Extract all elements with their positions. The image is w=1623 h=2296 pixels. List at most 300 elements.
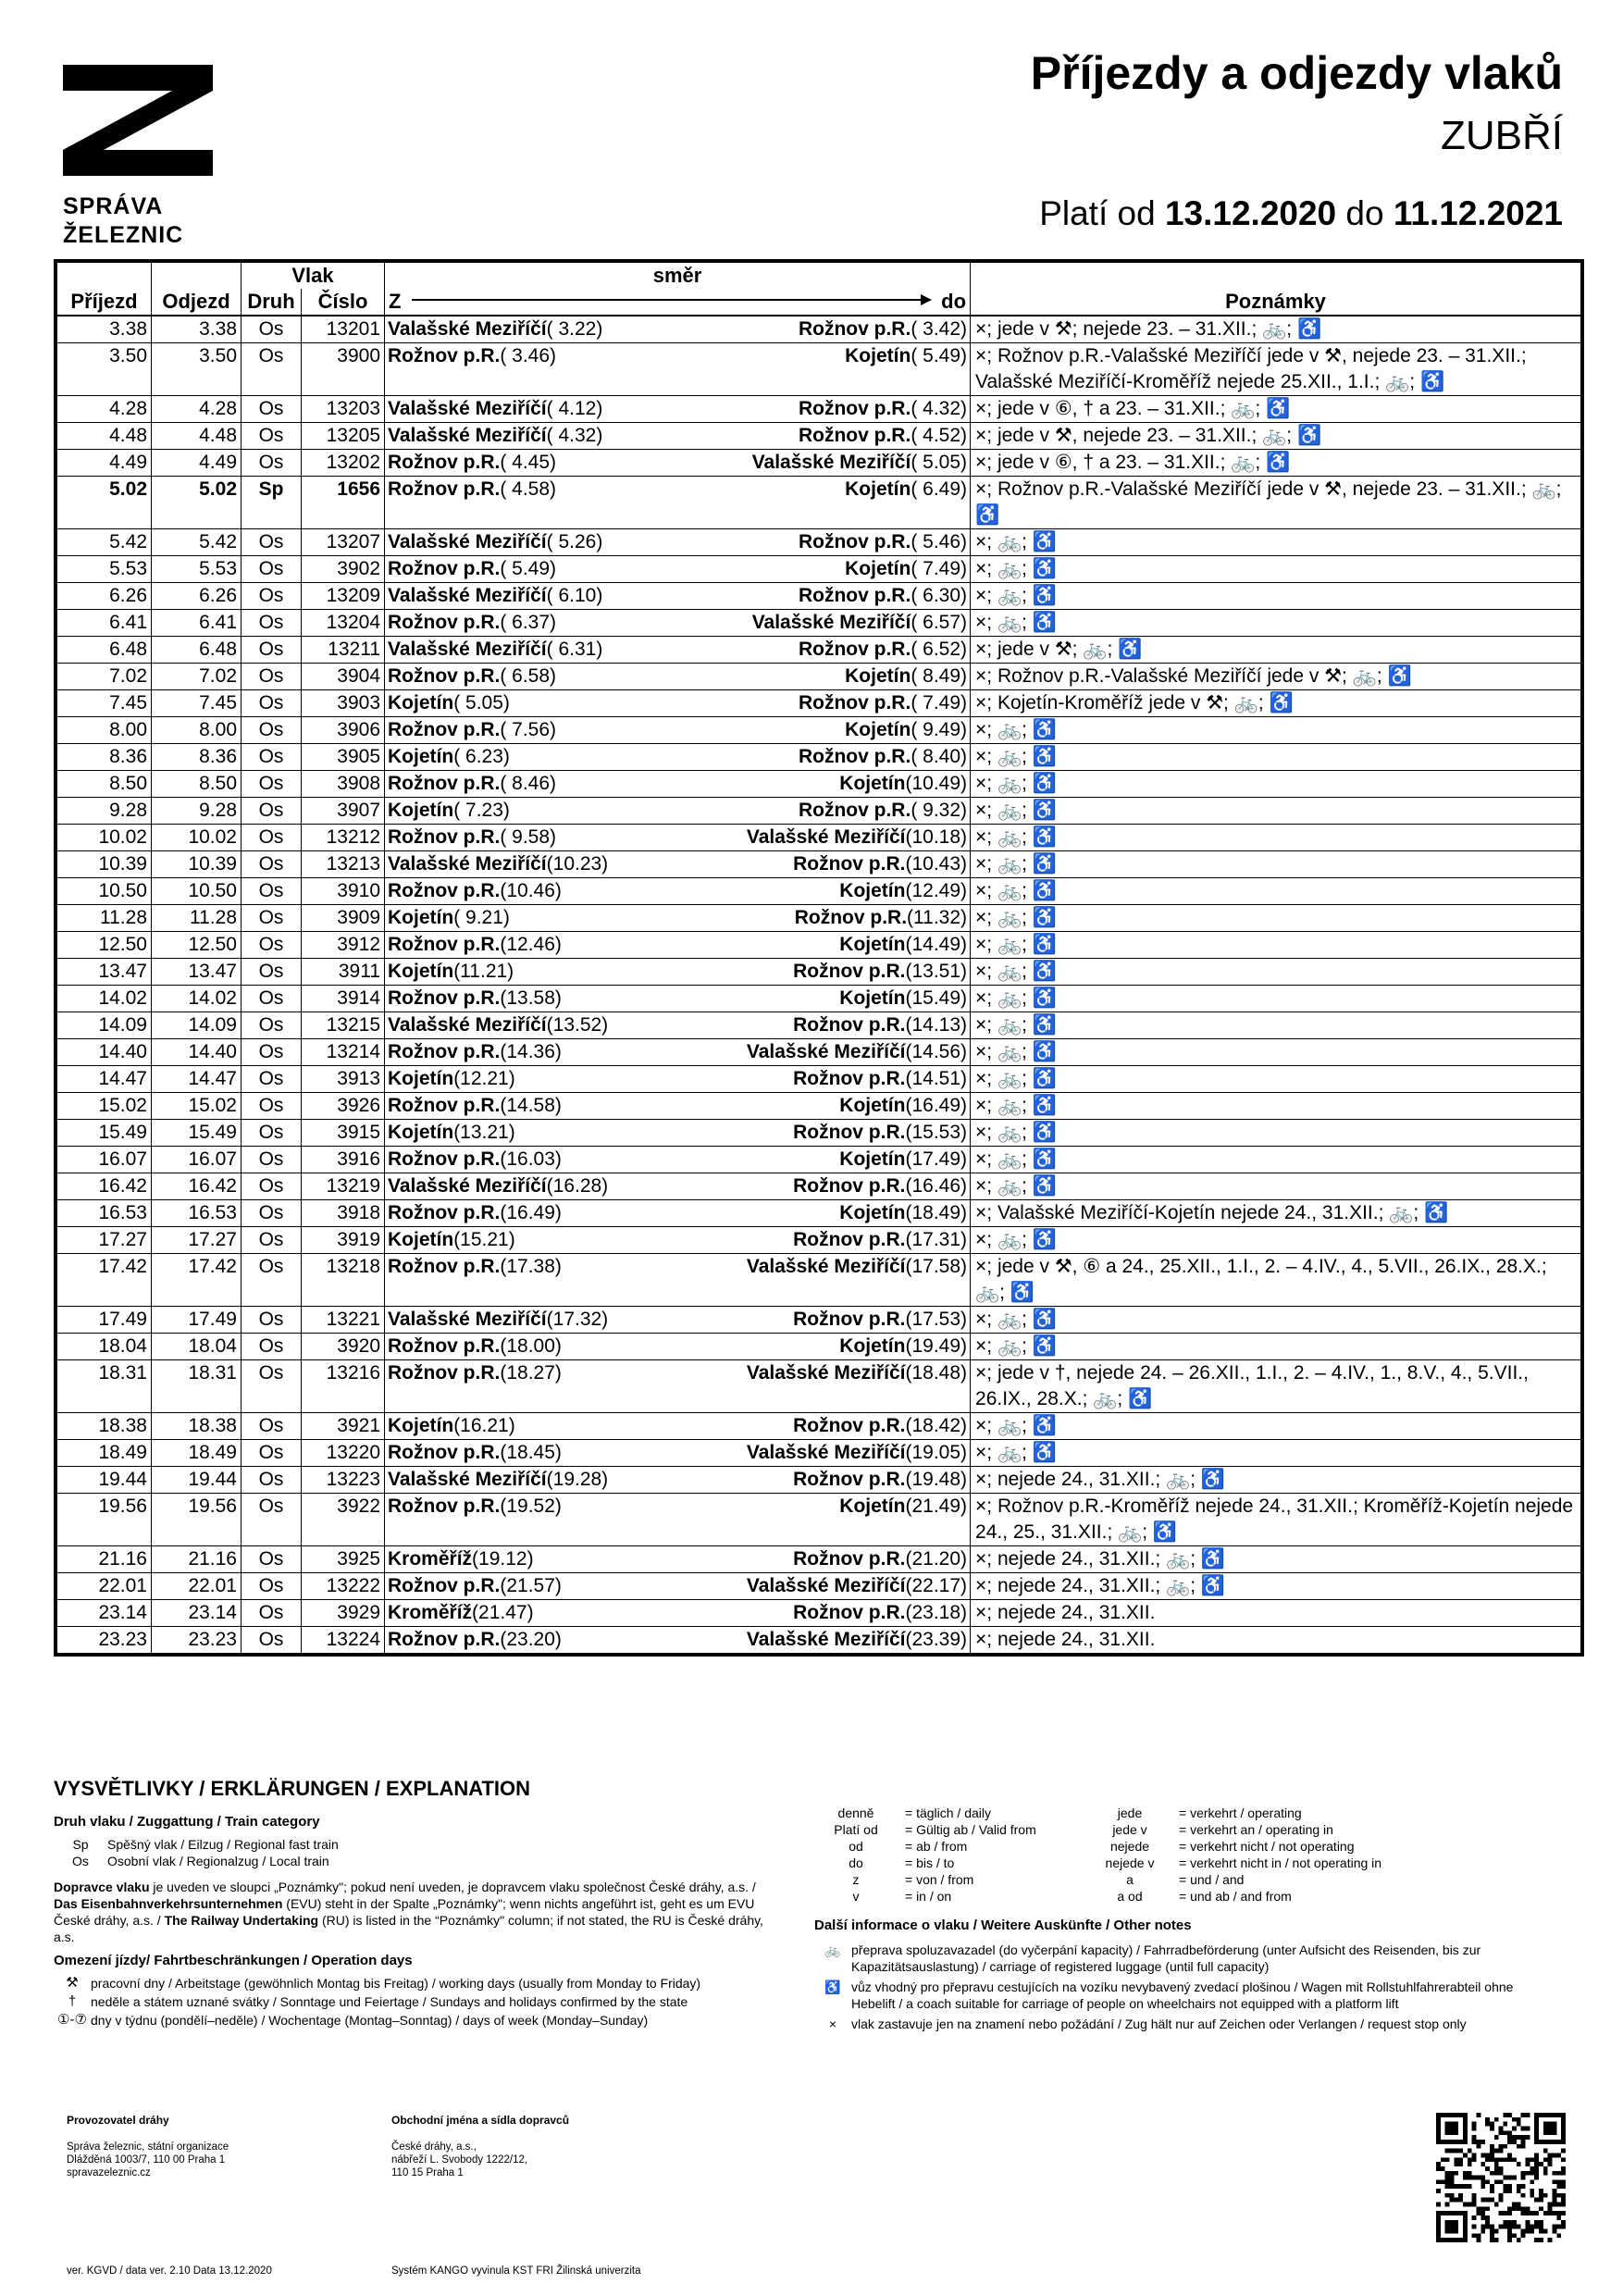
operation-day-item (54, 1975, 766, 1992)
arrival-time: 12.50 (57, 932, 152, 959)
arrival-time: 9.28 (57, 798, 152, 825)
train-notes: ×; jede v ⑥, † a 23. – 31.XII.; 🚲; ♿ (971, 450, 1581, 477)
train-number: 13218 (302, 1254, 385, 1307)
category-code: Sp (72, 1837, 89, 1852)
route-from: Rožnov p.R.(14.36) (388, 1041, 562, 1062)
route-to: Rožnov p.R.( 4.52) (798, 425, 968, 446)
arrival-time: 18.04 (57, 1334, 152, 1360)
category-title: Druh vlaku / Zuggattung / Train category (54, 1814, 320, 1830)
train-number: 3925 (302, 1546, 385, 1573)
train-notes: ×; 🚲; ♿ (971, 825, 1581, 851)
route (385, 1334, 971, 1360)
train-number: 3907 (302, 798, 385, 825)
train-notes: ×; 🚲; ♿ (971, 744, 1581, 771)
departure-time: 19.44 (152, 1467, 242, 1494)
train-type: Os (242, 959, 302, 986)
route-from: Kojetín( 9.21) (388, 907, 510, 928)
arrival-time: 16.42 (57, 1173, 152, 1200)
abbr-term: Platí od (834, 1822, 878, 1837)
route-to: Rožnov p.R.(16.46) (793, 1175, 968, 1197)
route-from: Rožnov p.R.( 6.58) (388, 665, 557, 687)
header-notes: Poznámky (971, 289, 1581, 316)
train-notes: ×; 🚲; ♿ (971, 717, 1581, 744)
table-row (57, 1012, 1581, 1039)
route-to: Kojetín( 5.49) (845, 345, 968, 366)
info-desc: vůz vhodný pro přepravu cestujících na vozíku nevybavený zvedací plošinou / Wagen mit Rollstuhlfahrerabteil ohne Hebelift / a coach suitable for carriage of people on wheelchairs not equipped with a platform lift (851, 1980, 1514, 2011)
table-row (57, 932, 1581, 959)
departure-time: 10.39 (152, 851, 242, 878)
carrier-line: 110 15 Praha 1 (391, 2167, 464, 2178)
train-number: 3922 (302, 1494, 385, 1546)
bicycle-icon: 🚲 (824, 1942, 841, 1957)
train-number: 13215 (302, 1012, 385, 1039)
arrival-time: 23.23 (57, 1627, 152, 1654)
route-to: Valašské Meziříčí( 6.57) (751, 612, 968, 633)
route (385, 717, 971, 744)
table-row (57, 477, 1581, 529)
route-from: Valašské Meziříčí( 4.32) (388, 425, 603, 446)
header-direction (385, 263, 971, 290)
train-type: Os (242, 825, 302, 851)
route-to: Rožnov p.R.( 9.32) (798, 800, 968, 821)
train-number: 3929 (302, 1600, 385, 1627)
route-to: Valašské Meziříčí(19.05) (746, 1442, 968, 1463)
table-row (57, 583, 1581, 610)
route-from: Rožnov p.R.( 9.58) (388, 826, 557, 848)
train-notes: ×; 🚲; ♿ (971, 1120, 1581, 1147)
train-notes: ×; jede v ⚒, ⑥ a 24., 25.XII., 1.I., 2. – 4.IV., 4., 5.VII., 26.IX., 28.X.; 🚲; ♿ (971, 1254, 1581, 1307)
train-type: Os (242, 744, 302, 771)
route-to: Kojetín(12.49) (839, 880, 968, 901)
departure-time: 9.28 (152, 798, 242, 825)
train-type: Os (242, 1413, 302, 1440)
route (385, 396, 971, 423)
legend-left (54, 1810, 766, 2030)
route-from: Kroměříž(19.12) (388, 1548, 534, 1570)
route-to: Kojetín( 6.49) (845, 478, 968, 500)
route-to: Rožnov p.R.( 5.46) (798, 531, 968, 552)
table-row (57, 637, 1581, 664)
arrival-time: 19.56 (57, 1494, 152, 1546)
train-type: Os (242, 1546, 302, 1573)
route (385, 450, 971, 477)
info-item (814, 1942, 1555, 1975)
train-type: Os (242, 1440, 302, 1467)
route (385, 1227, 971, 1254)
train-type: Os (242, 1494, 302, 1546)
route-to: Rožnov p.R.( 6.30) (798, 585, 968, 606)
category-desc: Spěšný vlak / Eilzug / Regional fast train (107, 1837, 339, 1852)
departure-time: 13.47 (152, 959, 242, 986)
arrival-time: 23.14 (57, 1600, 152, 1627)
train-number: 3905 (302, 744, 385, 771)
table-row (57, 1039, 1581, 1066)
train-notes: ×; jede v ⚒; nejede 23. – 31.XII.; 🚲; ♿ (971, 316, 1581, 343)
arrival-time: 17.42 (57, 1254, 152, 1307)
train-notes: ×; jede v ⚒; 🚲; ♿ (971, 637, 1581, 664)
train-type: Os (242, 771, 302, 798)
train-number: 3916 (302, 1147, 385, 1173)
route (385, 477, 971, 529)
page-title: Příjezdy a odjezdy vlaků (1030, 47, 1563, 99)
train-number: 1656 (302, 477, 385, 529)
validity-from: 13.12.2020 (1164, 194, 1337, 232)
route (385, 1173, 971, 1200)
departure-time: 6.26 (152, 583, 242, 610)
route (385, 1440, 971, 1467)
route-to: Kojetín( 7.49) (845, 558, 968, 579)
table-row (57, 610, 1581, 637)
arrival-time: 16.53 (57, 1200, 152, 1227)
departure-time: 5.42 (152, 529, 242, 556)
train-type: Os (242, 1147, 302, 1173)
route (385, 610, 971, 637)
train-type: Os (242, 1227, 302, 1254)
route-from: Valašské Meziříčí(19.28) (388, 1469, 609, 1490)
route-from: Rožnov p.R.(18.45) (388, 1442, 562, 1463)
route (385, 1413, 971, 1440)
train-number: 3909 (302, 905, 385, 932)
departure-time: 4.48 (152, 423, 242, 450)
route (385, 1467, 971, 1494)
departure-time: 14.40 (152, 1039, 242, 1066)
abbr-term: a od (1117, 1889, 1143, 1904)
logo-line-2: ŽELEZNIC (63, 222, 184, 248)
departure-time: 14.02 (152, 986, 242, 1012)
route-from: Rožnov p.R.(16.49) (388, 1202, 562, 1223)
train-type: Os (242, 905, 302, 932)
route-to: Valašské Meziříčí(10.18) (746, 826, 968, 848)
departure-time: 3.50 (152, 343, 242, 396)
table-row (57, 423, 1581, 450)
train-number: 13211 (302, 637, 385, 664)
table-row (57, 905, 1581, 932)
route-to: Rožnov p.R.( 7.49) (798, 692, 968, 714)
route-from: Rožnov p.R.( 5.49) (388, 558, 557, 579)
abbr-term: od (849, 1839, 863, 1854)
validity-mid: do (1345, 194, 1384, 232)
table-row (57, 316, 1581, 343)
operation-days-title: Omezení jízdy/ Fahrtbeschränkungen / Operation days (54, 1953, 413, 1968)
route-to: Rožnov p.R.(21.20) (793, 1548, 968, 1570)
operation-day-desc: neděle a státem uznané svátky / Sonntage und Feiertage / Sundays and holidays confirmed by the state (91, 1994, 688, 2009)
route-from: Rožnov p.R.( 4.45) (388, 452, 557, 473)
arrival-time: 21.16 (57, 1546, 152, 1573)
arrival-time: 18.31 (57, 1360, 152, 1413)
logo-line-1: SPRÁVA (63, 193, 164, 219)
train-type: Os (242, 583, 302, 610)
train-type: Os (242, 798, 302, 825)
train-number: 3906 (302, 717, 385, 744)
route (385, 1200, 971, 1227)
departure-time: 12.50 (152, 932, 242, 959)
route (385, 1093, 971, 1120)
table-row (57, 1627, 1581, 1654)
train-notes: ×; 🚲; ♿ (971, 959, 1581, 986)
route (385, 905, 971, 932)
version-info: ver. KGVD / data ver. 2.10 Data 13.12.2020 (67, 2265, 272, 2277)
working-days-icon: ⚒ (66, 1975, 79, 1991)
carrier-b2: Das Eisenbahnverkehrsunternehmen (54, 1896, 283, 1911)
train-notes: ×; Valašské Meziříčí-Kojetín nejede 24., 31.XII.; 🚲; ♿ (971, 1200, 1581, 1227)
train-number: 3915 (302, 1120, 385, 1147)
abbr-meaning: = in / on (905, 1889, 952, 1904)
carrier-line: České dráhy, a.s., (391, 2141, 477, 2153)
abbr-term: do (849, 1855, 863, 1870)
arrival-time: 6.41 (57, 610, 152, 637)
train-notes: ×; 🚲; ♿ (971, 1093, 1581, 1120)
arrival-time: 14.09 (57, 1012, 152, 1039)
arrival-time: 4.48 (57, 423, 152, 450)
train-number: 13201 (302, 316, 385, 343)
route (385, 690, 971, 717)
departure-time: 7.45 (152, 690, 242, 717)
train-notes: ×; 🚲; ♿ (971, 556, 1581, 583)
arrival-time: 3.50 (57, 343, 152, 396)
abbr-term: z (852, 1872, 860, 1887)
carriers-info (391, 2114, 706, 2179)
arrival-time: 14.02 (57, 986, 152, 1012)
header-arrival: Příjezd (57, 289, 152, 316)
arrival-time: 14.40 (57, 1039, 152, 1066)
train-number: 13214 (302, 1039, 385, 1066)
train-notes: ×; 🚲; ♿ (971, 986, 1581, 1012)
train-number: 13202 (302, 450, 385, 477)
table-row (57, 1227, 1581, 1254)
direction-arrow-icon (412, 299, 930, 301)
train-number: 13219 (302, 1173, 385, 1200)
train-number: 3920 (302, 1334, 385, 1360)
train-notes: ×; 🚲; ♿ (971, 1307, 1581, 1334)
departure-time: 18.04 (152, 1334, 242, 1360)
station-name: ZUBŘÍ (1441, 113, 1563, 158)
train-type: Os (242, 1039, 302, 1066)
route-from: Rožnov p.R.(19.52) (388, 1496, 562, 1517)
route-from: Valašské Meziříčí( 4.12) (388, 398, 603, 419)
table-row (57, 529, 1581, 556)
route-to: Kojetín(17.49) (839, 1148, 968, 1170)
arrival-time: 10.50 (57, 878, 152, 905)
abbr-meaning: = ab / from (905, 1839, 968, 1854)
route-from: Kojetín(12.21) (388, 1068, 515, 1089)
departure-time: 23.23 (152, 1627, 242, 1654)
route-to: Rožnov p.R.( 3.42) (798, 318, 968, 340)
train-type: Os (242, 610, 302, 637)
route-to: Kojetín(18.49) (839, 1202, 968, 1223)
route (385, 851, 971, 878)
route-from: Rožnov p.R.(18.27) (388, 1362, 562, 1384)
route (385, 423, 971, 450)
route (385, 878, 971, 905)
route (385, 316, 971, 343)
route-from: Rožnov p.R.( 6.37) (388, 612, 557, 633)
table-row (57, 1307, 1581, 1334)
abbr-meaning: = verkehrt nicht / not operating (1179, 1839, 1355, 1854)
timetable-body (57, 316, 1581, 1654)
arrival-time: 15.49 (57, 1120, 152, 1147)
route (385, 664, 971, 690)
route-to: Valašské Meziříčí(17.58) (746, 1256, 968, 1277)
abbr-meaning: = bis / to (905, 1855, 955, 1870)
train-number: 13204 (302, 610, 385, 637)
train-type: Os (242, 316, 302, 343)
header-number: Číslo (302, 289, 385, 316)
operator-line: Správa železnic, státní organizace (67, 2141, 229, 2153)
infrastructure-manager (67, 2114, 381, 2179)
header-route (385, 289, 971, 316)
route-to: Kojetín(19.49) (839, 1335, 968, 1357)
operation-day-desc: dny v týdnu (pondělí–neděle) / Wochentage (Montag–Sonntag) / days of week (Monday–Sunday) (91, 2013, 649, 2028)
route (385, 343, 971, 396)
departure-time: 17.49 (152, 1307, 242, 1334)
header-departure: Odjezd (152, 289, 242, 316)
train-number: 13222 (302, 1573, 385, 1600)
arrival-time: 5.02 (57, 477, 152, 529)
route (385, 1546, 971, 1573)
route-to: Kojetín(14.49) (839, 934, 968, 955)
operator-title: Provozovatel dráhy (67, 2114, 169, 2127)
route-to: Rožnov p.R.(15.53) (793, 1122, 968, 1143)
train-number: 3904 (302, 664, 385, 690)
train-number: 3918 (302, 1200, 385, 1227)
table-row (57, 959, 1581, 986)
table-row (57, 1173, 1581, 1200)
departure-time: 10.50 (152, 878, 242, 905)
arrival-time: 4.49 (57, 450, 152, 477)
table-row (57, 396, 1581, 423)
route-to: Kojetín(21.49) (839, 1496, 968, 1517)
table-row (57, 851, 1581, 878)
table-row (57, 1413, 1581, 1440)
weekday-numbers-icon: ①-⑦ (57, 2012, 87, 2028)
route (385, 1627, 971, 1654)
table-row (57, 664, 1581, 690)
departure-time: 7.02 (152, 664, 242, 690)
train-type: Os (242, 1573, 302, 1600)
arrival-time: 7.45 (57, 690, 152, 717)
table-row (57, 878, 1581, 905)
train-type: Os (242, 1467, 302, 1494)
route-to: Valašské Meziříčí(14.56) (746, 1041, 968, 1062)
train-notes: ×; 🚲; ♿ (971, 878, 1581, 905)
route-from: Valašské Meziříčí(16.28) (388, 1175, 609, 1197)
info-desc: vlak zastavuje jen na znamení nebo požádání / Zug hält nur auf Zeichen oder Verlangen / request stop only (851, 2017, 1467, 2031)
train-number: 3910 (302, 878, 385, 905)
route-from: Kojetín(15.21) (388, 1229, 515, 1250)
table-row (57, 1546, 1581, 1573)
route-to: Kojetín(16.49) (839, 1095, 968, 1116)
info-desc: přeprava spoluzavazadel (do vyčerpání kapacity) / Fahrradbeförderung (unter Aufsicht des Reisenden, bis zur Kapazitätsauslastung) / carriage of registered luggage (until full capacity) (851, 1942, 1481, 1974)
system-info: Systém KANGO vyvinula KST FRI Žilinská univerzita (391, 2265, 641, 2277)
qr-code-icon[interactable] (1436, 2113, 1566, 2242)
table-row (57, 690, 1581, 717)
operator-link[interactable]: spravazeleznic.cz (67, 2167, 151, 2178)
operation-day-item (54, 2012, 766, 2029)
arrival-time: 17.49 (57, 1307, 152, 1334)
route-from: Valašské Meziříčí(10.23) (388, 853, 609, 875)
train-notes: ×; Rožnov p.R.-Kroměříž nejede 24., 31.XII.; Kroměříž-Kojetín nejede 24., 25., 31.XII.; 🚲; ♿ (971, 1494, 1581, 1546)
sunday-cross-icon: † (68, 1993, 77, 2009)
train-type: Os (242, 1254, 302, 1307)
train-notes: ×; 🚲; ♿ (971, 1334, 1581, 1360)
abbr-meaning: = verkehrt nicht in / not operating in (1179, 1855, 1382, 1870)
table-row (57, 343, 1581, 396)
train-number: 3900 (302, 343, 385, 396)
carrier-t3: (RU) is listed in the “Poznámky" column; if not stated, the RU is České dráhy, a.s. (54, 1913, 763, 1944)
category-item (54, 1853, 766, 1869)
train-notes: ×; nejede 24., 31.XII.; 🚲; ♿ (971, 1546, 1581, 1573)
route (385, 1573, 971, 1600)
route (385, 1120, 971, 1147)
train-type: Os (242, 1093, 302, 1120)
route-from: Kojetín(16.21) (388, 1415, 515, 1436)
abbreviations-grid (814, 1805, 1555, 1905)
route-to: Valašské Meziříčí(23.39) (746, 1629, 968, 1650)
table-row (57, 1200, 1581, 1227)
train-type: Os (242, 556, 302, 583)
train-type: Os (242, 1627, 302, 1654)
route-to: Kojetín(10.49) (839, 773, 968, 794)
departure-time: 6.48 (152, 637, 242, 664)
departure-time: 14.47 (152, 1066, 242, 1093)
train-type: Os (242, 529, 302, 556)
route-from: Rožnov p.R.( 7.56) (388, 719, 557, 740)
abbr-term: jede v (1112, 1822, 1147, 1837)
train-notes: ×; 🚲; ♿ (971, 932, 1581, 959)
header-to: do (941, 290, 967, 313)
operation-day-desc: pracovní dny / Arbeitstage (gewöhnlich Montag bis Freitag) / working days (usually from Monday to Friday) (91, 1976, 701, 1991)
route (385, 986, 971, 1012)
arrival-time: 8.36 (57, 744, 152, 771)
category-code: Os (72, 1854, 89, 1868)
route-from: Rožnov p.R.(21.57) (388, 1575, 562, 1596)
route-from: Rožnov p.R.( 3.46) (388, 345, 557, 366)
train-type: Os (242, 878, 302, 905)
abbr-meaning: = verkehrt / operating (1179, 1806, 1302, 1820)
header-train: Vlak (242, 263, 385, 290)
train-notes: ×; nejede 24., 31.XII.; 🚲; ♿ (971, 1573, 1581, 1600)
train-type: Os (242, 343, 302, 396)
train-number: 3911 (302, 959, 385, 986)
route-to: Rožnov p.R.( 6.52) (798, 639, 968, 660)
train-type: Os (242, 1600, 302, 1627)
departure-time: 10.02 (152, 825, 242, 851)
spravа-zeleznic-logo (63, 65, 213, 176)
abbr-term: denně (837, 1806, 874, 1820)
route (385, 932, 971, 959)
category-item (54, 1836, 766, 1853)
departure-time: 4.49 (152, 450, 242, 477)
info-item (814, 1979, 1555, 2012)
train-number: 3902 (302, 556, 385, 583)
train-notes: ×; 🚲; ♿ (971, 1173, 1581, 1200)
route (385, 529, 971, 556)
arrival-time: 15.02 (57, 1093, 152, 1120)
abbr-term: v (852, 1889, 860, 1904)
route (385, 1494, 971, 1546)
table-row (57, 771, 1581, 798)
train-number: 3912 (302, 932, 385, 959)
route (385, 798, 971, 825)
route-from: Kojetín( 6.23) (388, 746, 510, 767)
route-to: Kojetín( 9.49) (845, 719, 968, 740)
train-number: 3913 (302, 1066, 385, 1093)
arrival-time: 8.50 (57, 771, 152, 798)
route (385, 1066, 971, 1093)
carrier-b1: Dopravce vlaku (54, 1880, 150, 1894)
request-stop-icon: × (828, 2017, 837, 2031)
carrier-t2: (EVU) steht in der Spalte „Poznámky"; wenn nichts angeführt ist, geht es um EVU České dráhy, a.s. / (54, 1896, 755, 1928)
